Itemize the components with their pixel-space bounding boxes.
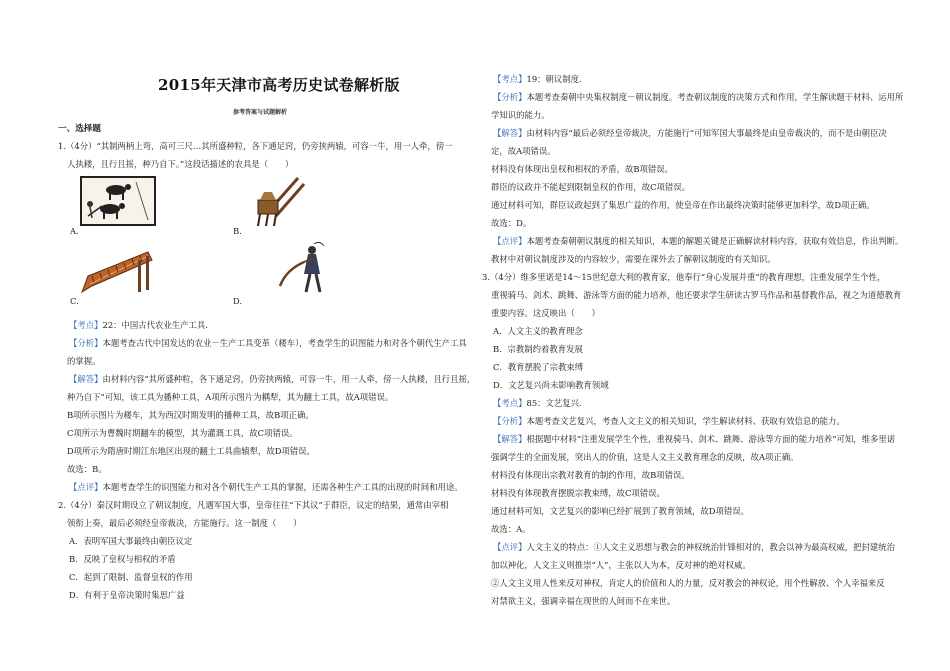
- q3-option-c: C．教育摆脱了宗教束缚: [493, 362, 584, 372]
- q3-dianping-text: 人文主义的特点：①人文主义思想与教会的神权统治针锋相对的，教会以神为最高权威，把封建统治: [526, 542, 895, 552]
- q2-fenxi-line2: 学知识的能力。: [491, 110, 550, 120]
- q2-jieda-line3: 材料没有体现出皇权和相权的矛盾，故B项错误。: [491, 164, 674, 174]
- q2-jieda-line2: 定，故A项错误。: [491, 146, 556, 156]
- dianping-tag: 【点评】: [493, 542, 527, 552]
- q3-option-b: B．宗教制约着教育发展: [493, 344, 583, 354]
- q1-jieda-line1: [69, 370, 475, 388]
- q3-dianping-line2: 加以神化，人文主义则推崇“人”，主张以人为本，反对神的绝对权威。: [491, 560, 751, 570]
- q2-dianping-text: 本题考查秦朝朝议制度的相关知识，本题的解题关键是正确解读材料内容，获取有效信息，作出判断。: [526, 236, 904, 246]
- q1-fenxi-text: 本题考查古代中国发达的农业－生产工具变革（耧车），考查学生的识图能力和对各个朝代生产工具: [102, 338, 467, 348]
- dianping-tag: 【点评】: [69, 482, 103, 492]
- kaodian-tag: 【考点】: [493, 398, 527, 408]
- q2-option-a: A．表明军国大事最终由朝臣议定: [69, 536, 193, 546]
- page-subtitle: 参考答案与试题解析: [233, 109, 288, 116]
- q2-answer: 故选：D。: [491, 218, 532, 228]
- q3-dianping-line1: [493, 538, 895, 556]
- q3-jieda-line3: 材料没有体现出宗教对教育的制约作用，故B项错误。: [491, 470, 690, 480]
- q1-image-a-ox-plough: [80, 176, 156, 226]
- q2-jieda-line4: 群臣的议政并不能起到限制皇权的作用，故C项错误。: [491, 182, 691, 192]
- q3-answer: 故选：A。: [491, 524, 531, 534]
- q3-stem-line1: 3.（4分）维多里诺是14～15世纪意大利的教育家，他奉行“身心发展并重”的教育理想，注重发展学生个性，: [482, 272, 886, 282]
- q2-kaodian: [493, 70, 582, 88]
- q1-fenxi-line2: 的掌握。: [67, 356, 101, 366]
- fenxi-tag: 【分析】: [69, 338, 103, 348]
- q1-kaodian-text: 22：中国古代农业生产工具.: [102, 320, 208, 330]
- q3-fenxi-text: 本题考查文艺复兴，考查人文主义的相关知识，学生解读材料、获取有效信息的能力。: [526, 416, 845, 426]
- q3-jieda-text: 根据题中材料“注重发展学生个性，重视骑马、剑术、跳舞、游泳等方面的能力培养”可知，维多里诺: [526, 434, 896, 444]
- q1-jieda-text: 由材料内容“其所盛种粒，各下通足窍，仍旁挟两辕，可容一牛，用一人牵，傍一人执耧，且行且摇，: [102, 374, 476, 384]
- q2-stem-line2: 领衔上奏，最后必须经皇帝裁决，方能施行。这一制度（ ）: [67, 518, 302, 528]
- q2-kaodian-text: 19：朝议制度.: [526, 74, 582, 84]
- q1-jieda-line2: 种乃自下”可知，该工具为播种工具，A项所示图片为耦犁，其为翻土工具，故A项错误。: [67, 392, 394, 402]
- q2-jieda-text: 由材料内容“最后必须经皇帝裁决，方能施行”可知军国大事最终是由皇帝裁决的，而不是由朝臣决: [526, 128, 887, 138]
- q1-jieda-line3: B项所示图片为耧车，其为西汉时期发明的播种工具，故B项正确。: [67, 410, 314, 420]
- q1-option-c: C.: [70, 296, 79, 306]
- q1-image-c-water-wheel: [78, 246, 154, 296]
- q1-answer: 故选：B。: [67, 464, 107, 474]
- q1-option-a: A.: [70, 226, 79, 236]
- q3-kaodian: [493, 394, 582, 412]
- q1-kaodian: [69, 316, 208, 334]
- q2-dianping-line1: [493, 232, 903, 250]
- kaodian-tag: 【考点】: [69, 320, 103, 330]
- q1-dianping: [69, 478, 463, 496]
- jieda-tag: 【解答】: [493, 128, 527, 138]
- q1-jieda-line5: D项所示为隋唐时期江东地区出现的翻土工具曲辕犁，故D项错误。: [67, 446, 315, 456]
- q3-jieda-line5: 通过材料可知，文艺复兴的影响已经扩展到了教育领域，故D项错误。: [491, 506, 749, 516]
- q2-option-d: D．有利于皇帝决策时集思广益: [69, 590, 185, 600]
- q1-dianping-text: 本题考查学生的识图能力和对各个朝代生产工具的掌握，还需各种生产工具的出现的时间和用途。: [102, 482, 463, 492]
- q1-jieda-line4: C项所示为曹魏时期翻车的模型，其为灌溉工具，故C项错误。: [67, 428, 298, 438]
- q3-stem-line3: 重要内容。这反映出（ ）: [491, 308, 600, 318]
- q1-fenxi-line1: [69, 334, 467, 352]
- q3-dianping-line4: 对禁欲主义，强调幸福在现世的人间而不在来世。: [491, 596, 676, 606]
- q3-jieda-line4: 材料没有体现教育摆脱宗教束缚，故C项错误。: [491, 488, 665, 498]
- q2-jieda-line5: 通过材料可知，群臣议政起到了集思广益的作用，使皇帝在作出最终决策时能够更加科学，故D项正确。: [491, 200, 875, 210]
- q3-jieda-line2: 强调学生的全面发展，突出人的价值，这是人文主义教育理念的反映，故A项正确。: [491, 452, 799, 462]
- q1-stem-line2: 人执耧，且行且摇，种乃自下。”这段话描述的农具是（ ）: [67, 159, 294, 169]
- q2-jieda-line1: [493, 124, 887, 142]
- dianping-tag: 【点评】: [493, 236, 527, 246]
- q3-stem-line2: 重视骑马、剑术、跳舞、游泳等方面的能力培养，他还要求学生研读古罗马作品和基督教作品，视之为道德教育: [491, 290, 902, 300]
- jieda-tag: 【解答】: [69, 374, 103, 384]
- fenxi-tag: 【分析】: [493, 92, 527, 102]
- q3-fenxi: [493, 412, 845, 430]
- q2-stem-line1: 2.（4分）秦汉时期设立了朝议制度，凡遇军国大事，皇帝往往“下其议”于群臣，议定的结果，通常由宰相: [58, 500, 449, 510]
- q3-dianping-line3: ②人文主义用人性来反对神权，肯定人的价值和人的力量，反对教会的神权论，用个性解放、个人幸福来反: [491, 578, 885, 588]
- fenxi-tag: 【分析】: [493, 416, 527, 426]
- q1-stem-line1: 1.（4分）“其制两柄上弯，高可三尺…其所盛种粒，各下通足窍，仍旁挟两辕，可容一牛，用一人牵，傍一: [58, 141, 453, 151]
- q1-image-d-curved-plough: [276, 240, 332, 296]
- q1-image-b-seed-drill: [246, 174, 306, 228]
- page-title: 2015年天津市高考历史试卷解析版: [158, 76, 400, 94]
- jieda-tag: 【解答】: [493, 434, 527, 444]
- section-heading: 一、选择题: [58, 124, 101, 134]
- q2-fenxi-text: 本题考查秦朝中央集权制度－朝议制度。考查朝议制度的决策方式和作用，学生解读题干材料、运用所: [526, 92, 904, 102]
- q3-jieda-line1: [493, 430, 895, 448]
- q1-option-d: D.: [233, 296, 243, 306]
- q2-fenxi-line1: [493, 88, 903, 106]
- kaodian-tag: 【考点】: [493, 74, 527, 84]
- q3-option-a: A．人文主义的教育理念: [493, 326, 583, 336]
- q3-kaodian-text: 85：文艺复兴.: [526, 398, 582, 408]
- q2-dianping-line2: 教材中对朝议制度涉及的内容较少，需要在课外去了解朝议制度的有关知识。: [491, 254, 776, 264]
- q2-option-c: C．起到了限制、监督皇权的作用: [69, 572, 193, 582]
- q3-option-d: D．文艺复兴尚未影响教育领域: [493, 380, 609, 390]
- q1-option-b: B.: [233, 226, 242, 236]
- q2-option-b: B．反映了皇权与相权的矛盾: [69, 554, 176, 564]
